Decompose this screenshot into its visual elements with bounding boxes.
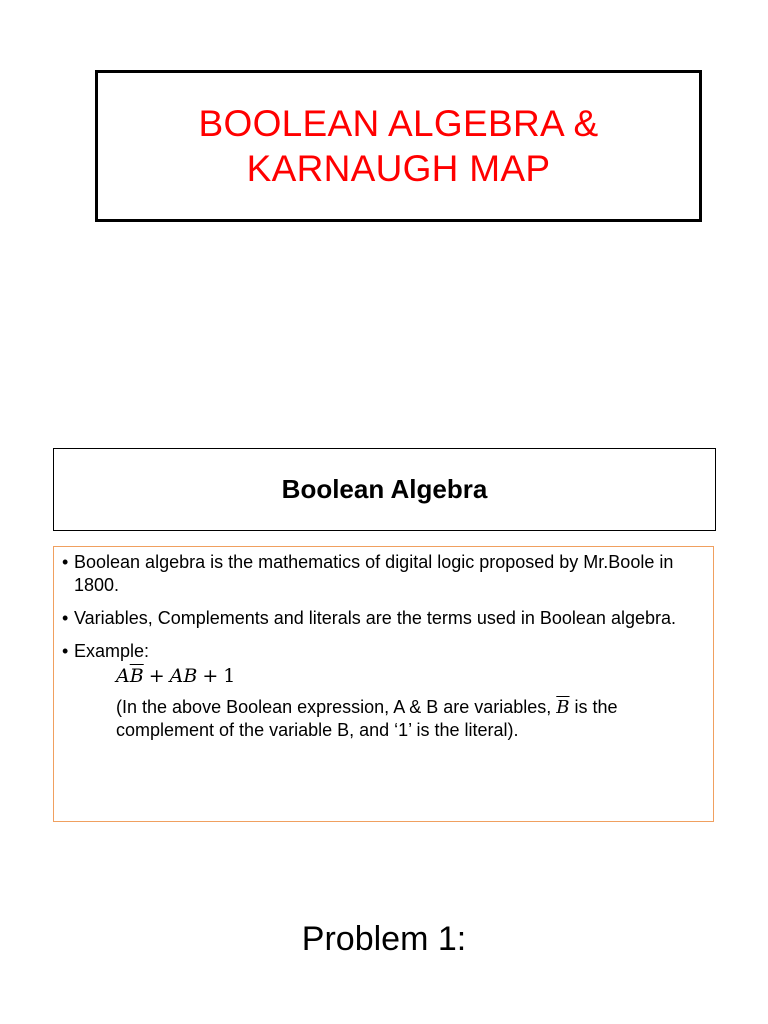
bullet-dot-icon: • <box>62 608 69 628</box>
problem-heading: Problem 1: <box>301 920 467 958</box>
expr-plus: + <box>202 665 219 687</box>
section-header-box <box>53 448 716 531</box>
expr-term-b-complement: $\overline{B}$ <box>129 665 144 687</box>
bullet-text: Example: <box>74 641 150 661</box>
bullet-item <box>62 607 705 630</box>
bullet-dot-icon: • <box>62 552 69 572</box>
boolean-expression <box>116 665 705 688</box>
expr-term-a: A <box>116 665 130 687</box>
expr-term-ab: AB <box>169 665 198 687</box>
content-box <box>53 546 714 822</box>
example-block <box>116 665 705 742</box>
title-line-1: BOOLEAN ALGEBRA & <box>198 103 599 144</box>
bullet-item <box>62 640 705 663</box>
bullet-dot-icon: • <box>62 641 69 661</box>
section-heading: Boolean Algebra <box>281 474 488 504</box>
bullet-text: Boolean algebra is the mathematics of digital logic proposed by Mr.Boole in 1800. <box>74 552 674 595</box>
expr-term-one: 1 <box>223 665 236 687</box>
title-box <box>95 70 702 222</box>
title-line-2: KARNAUGH MAP <box>246 148 551 189</box>
explanation-part-2: is the complement of the variable B, and ‘1’ is the literal). <box>116 697 618 740</box>
explanation-var-complement: $\overline{B}$ <box>556 697 570 718</box>
bullet-item <box>62 551 705 597</box>
bullet-text: Variables, Complements and literals are the terms used in Boolean algebra. <box>74 608 676 628</box>
explanation-part-1: (In the above Boolean expression, A & B are variables, <box>116 697 557 717</box>
example-explanation <box>116 696 705 742</box>
expr-plus: + <box>148 665 165 687</box>
